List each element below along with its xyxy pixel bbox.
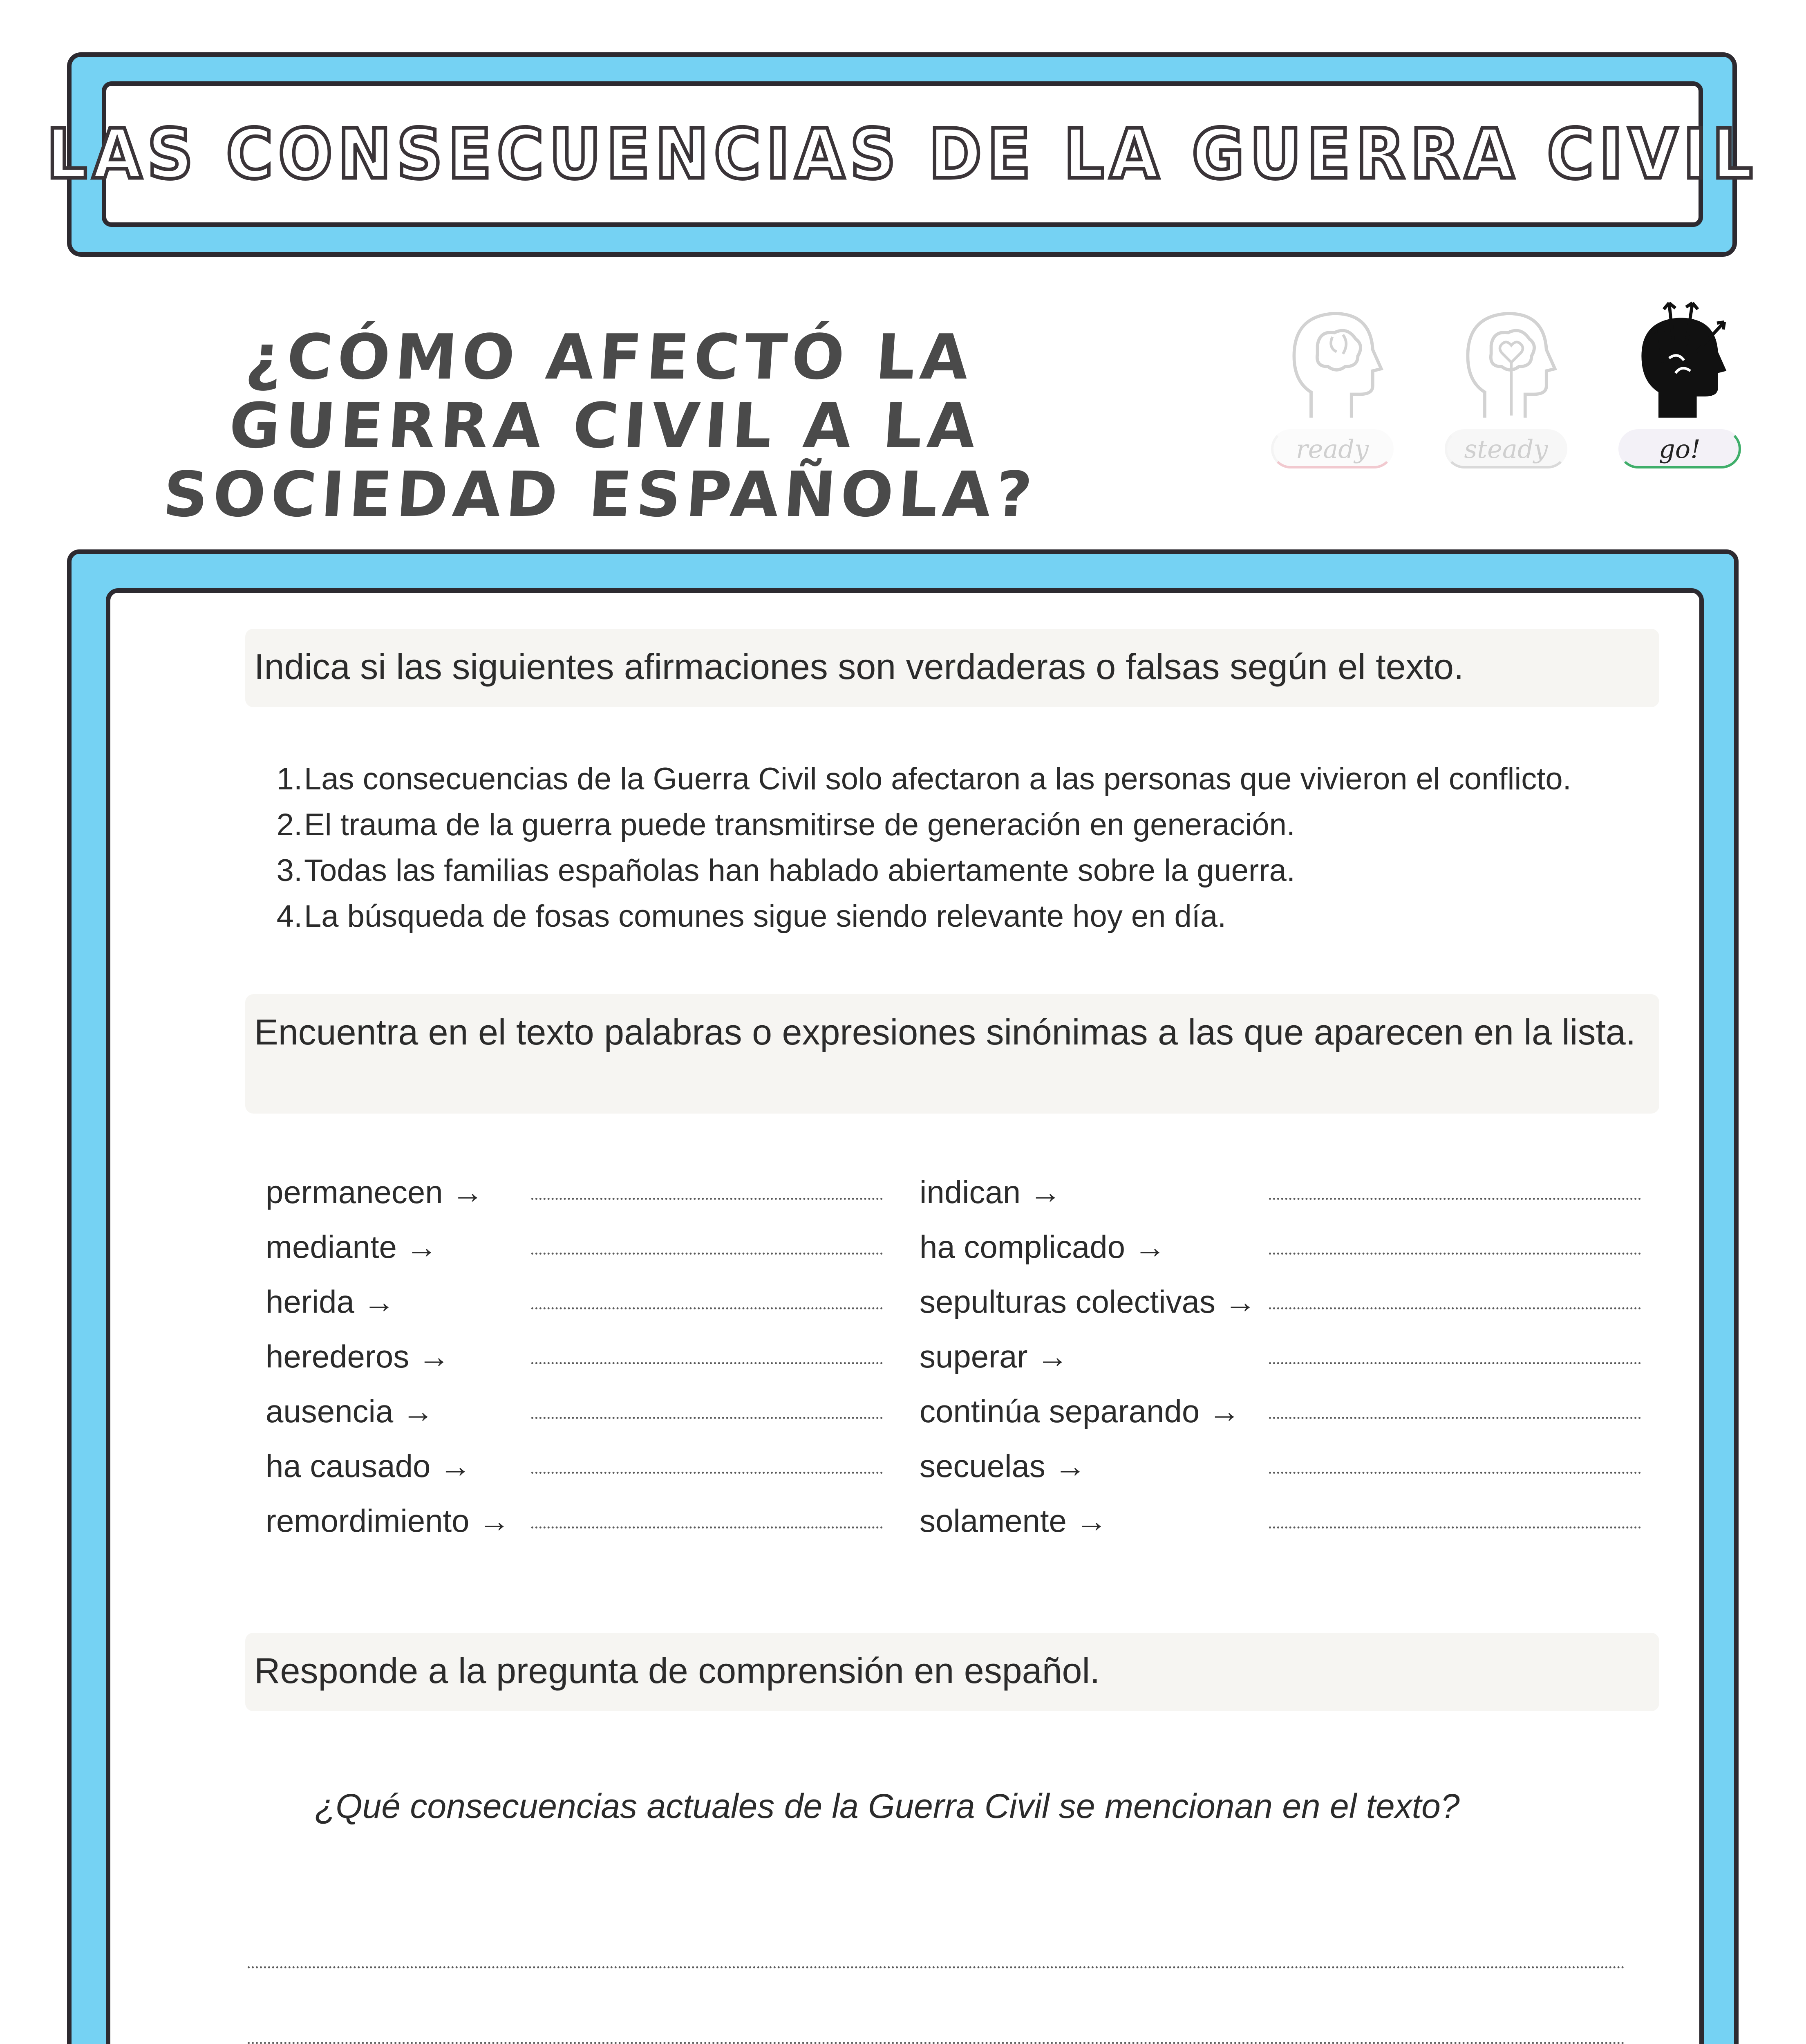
instruction-synonyms: Encuentra en el texto palabras o expresiones sinónimas a las que aparecen en la lista. [245,994,1659,1114]
answer-blank[interactable] [531,1417,883,1419]
answer-blank[interactable] [1269,1362,1641,1364]
answer-blank[interactable] [531,1307,883,1309]
synonym-row [266,1226,887,1281]
synonym-row [266,1391,887,1446]
answer-blank[interactable] [531,1253,883,1255]
synonym-word: herederos → [266,1338,450,1374]
page-title: LAS CONSECUENCIAS DE LA GUERRA CIVIL [46,114,1759,194]
item-number: 1. [276,762,302,796]
answer-line[interactable] [248,2042,1625,2044]
synonym-word: sepulturas colectivas → [920,1284,1256,1320]
synonym-word: ha complicado → [920,1229,1166,1265]
title-box [46,81,1759,227]
synonym-word: mediante → [266,1229,438,1265]
synonym-word: herida → [266,1284,395,1320]
question-heading: ¿CÓMO AFECTÓ LA GUERRA CIVIL A LA SOCIEDAD ESPAÑOLA? [161,321,1039,531]
synonym-word: ha causado → [266,1448,472,1484]
comprehension-question: ¿Qué consecuencias actuales de la Guerra Civil se mencionan en el texto? [315,1787,1460,1825]
answer-blank[interactable] [1269,1198,1641,1200]
synonym-row [266,1281,887,1336]
synonym-row [266,1172,887,1226]
answer-blank[interactable] [1269,1472,1641,1474]
answer-blank[interactable] [531,1526,883,1529]
item-text: La búsqueda de fosas comunes sigue siendo relevante hoy en día. [304,899,1226,934]
stage-ready [1271,298,1394,474]
stage-steady [1445,298,1567,474]
synonym-row [920,1391,1647,1446]
stage-steady-label: steady [1445,429,1567,468]
instruction-comprehension: Responde a la pregunta de comprensión en español. [245,1633,1659,1711]
synonym-row [920,1336,1647,1391]
list-item [262,894,1651,939]
synonym-word: continúa separando → [920,1393,1240,1429]
item-number: 4. [276,899,302,934]
synonym-word: ausencia → [266,1393,434,1429]
stage-ready-label: ready [1271,429,1394,468]
list-item [262,848,1651,894]
true-false-list [262,756,1651,939]
synonym-row [920,1226,1647,1281]
synonym-word: permanecen → [266,1174,484,1210]
synonym-row [920,1281,1647,1336]
answer-blank[interactable] [531,1362,883,1364]
synonym-row [920,1500,1647,1555]
item-number: 3. [276,853,302,888]
head-brain-icon [1279,298,1385,421]
item-text: El trauma de la guerra puede transmitirse de generación en generación. [304,807,1296,842]
synonym-row [266,1446,887,1500]
answer-line[interactable] [248,1966,1625,1968]
list-item [262,756,1651,802]
synonym-row [266,1336,887,1391]
synonym-row [920,1446,1647,1500]
synonyms-right-column [920,1172,1647,1555]
answer-blank[interactable] [1269,1526,1641,1529]
list-item [262,802,1651,848]
synonym-word: solamente → [920,1503,1108,1539]
answer-blank[interactable] [1269,1307,1641,1309]
item-text: Las consecuencias de la Guerra Civil solo afectaron a las personas que vivieron el conflicto. [304,762,1571,796]
synonym-word: indican → [920,1174,1061,1210]
answer-blank[interactable] [531,1198,883,1200]
synonym-word: superar → [920,1338,1069,1374]
answer-blank[interactable] [1269,1253,1641,1255]
head-heart-icon [1453,298,1559,421]
answer-blank[interactable] [531,1472,883,1474]
synonym-word: remordimiento → [266,1503,510,1539]
item-number: 2. [276,807,302,842]
synonym-row [920,1172,1647,1226]
instruction-true-false: Indica si las siguientes afirmaciones son verdaderas o falsas según el texto. [245,629,1659,707]
answer-blank[interactable] [1269,1417,1641,1419]
title-banner [46,52,1759,257]
head-arrows-icon [1627,298,1733,421]
synonyms-left-column [266,1172,887,1555]
item-text: Todas las familias españolas han hablado abiertamente sobre la guerra. [304,853,1296,888]
stage-go-label: go! [1618,429,1741,468]
synonym-word: secuelas → [920,1448,1086,1484]
synonym-row [266,1500,887,1555]
stage-go [1618,298,1741,474]
